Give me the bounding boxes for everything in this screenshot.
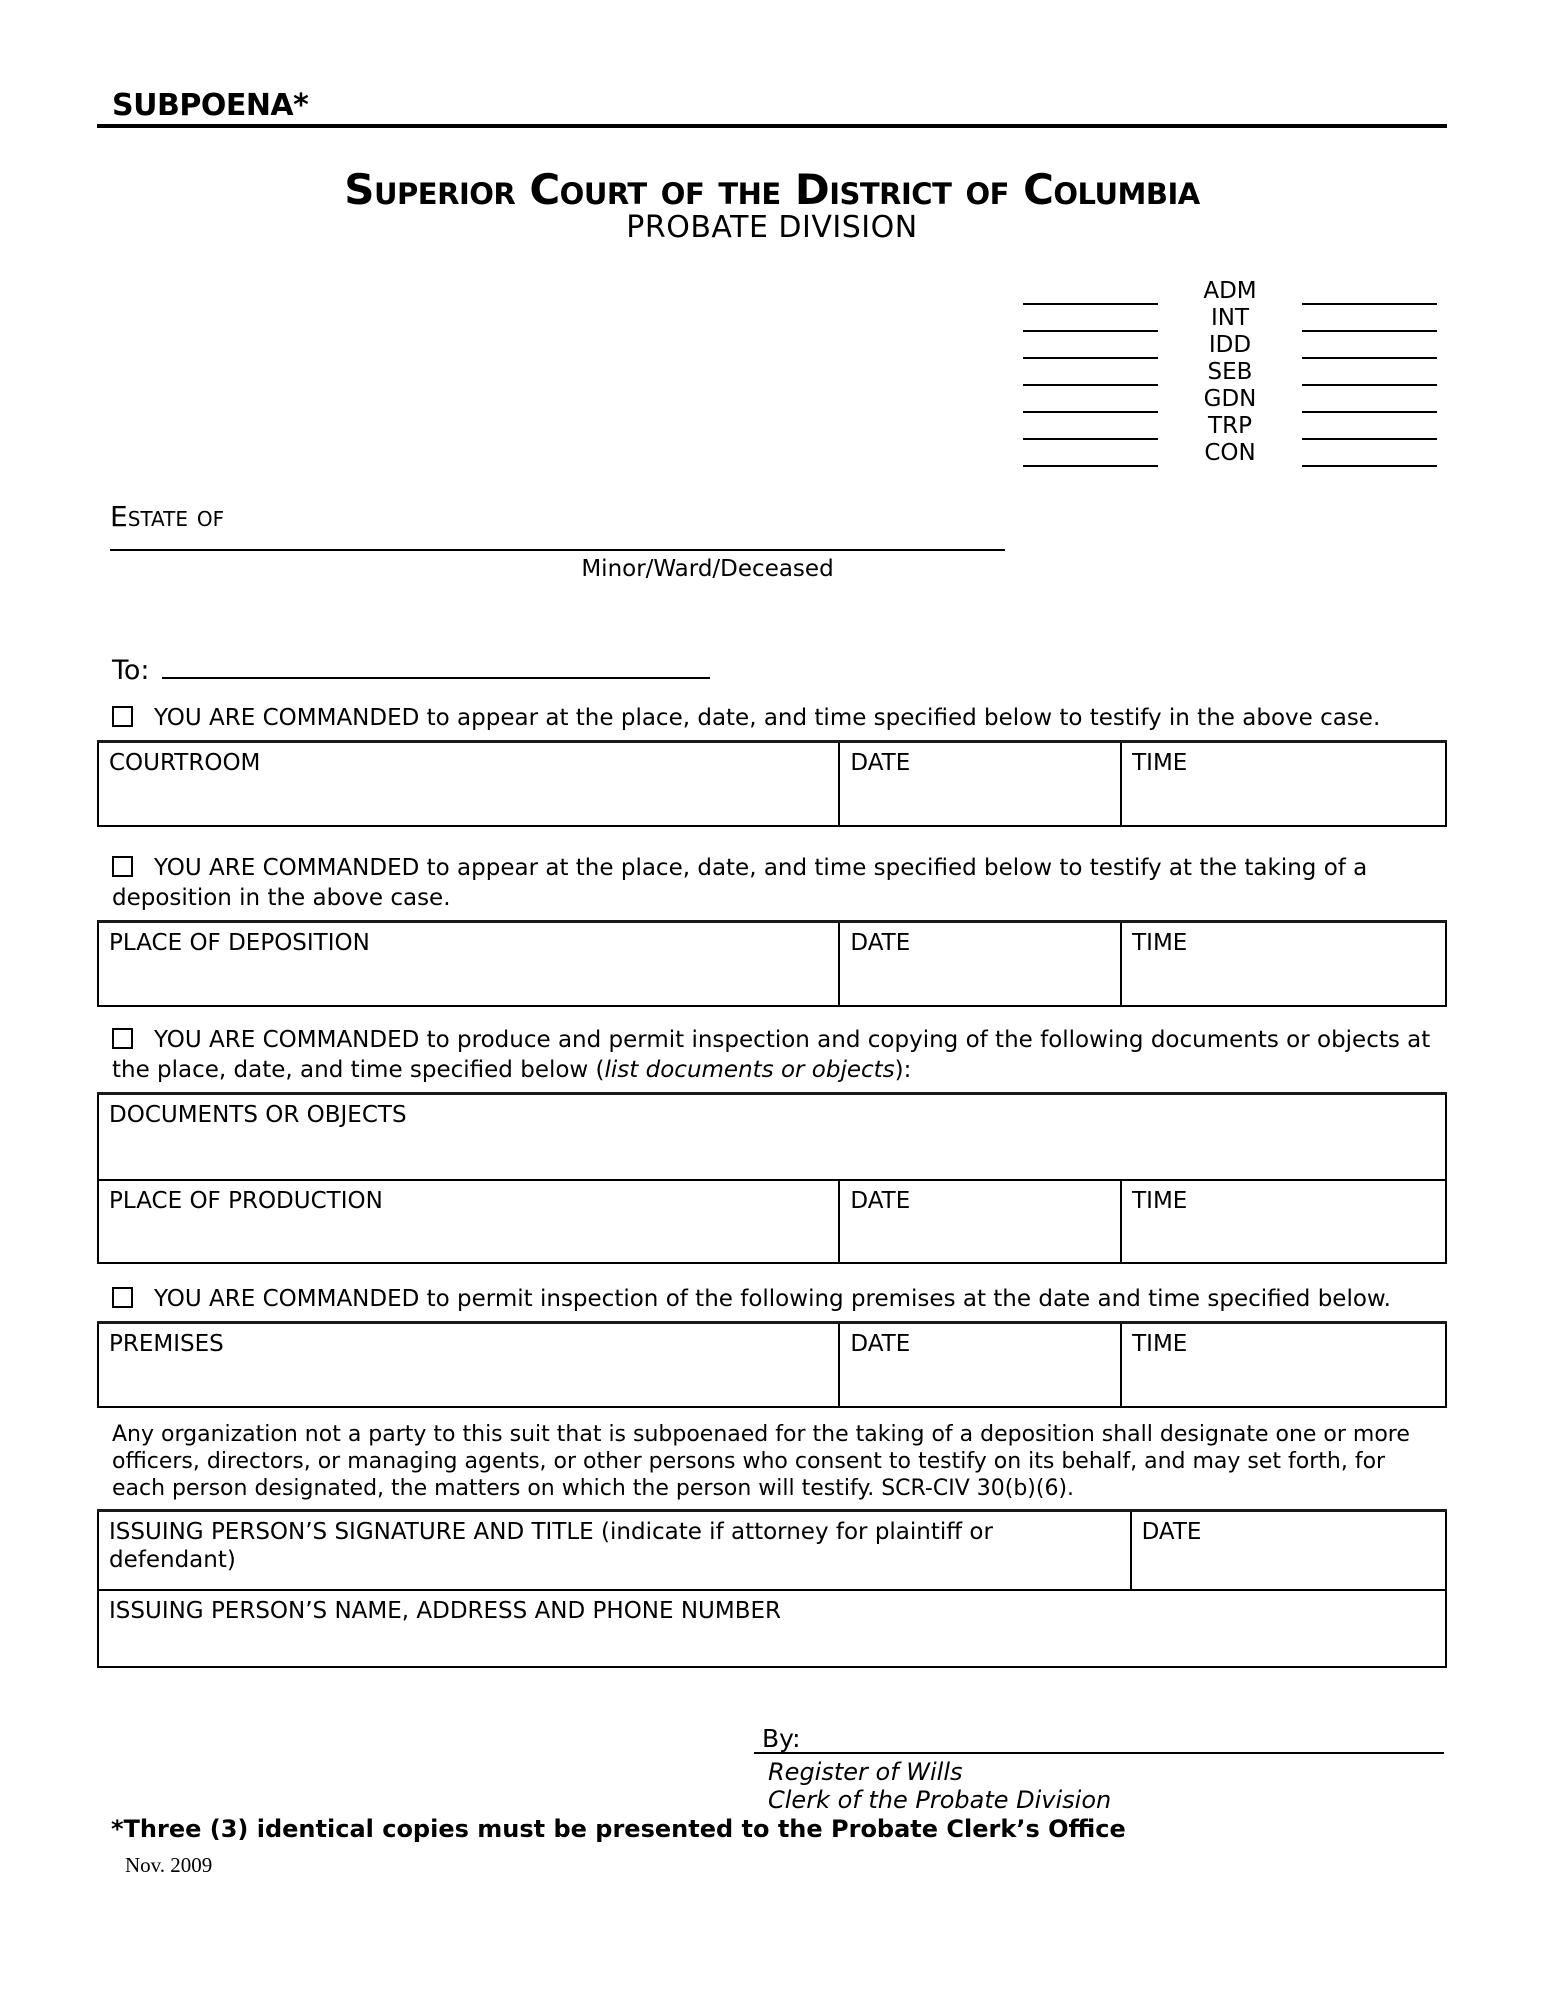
date-header: DATE [850, 750, 911, 776]
case-number-line-right[interactable] [1302, 416, 1437, 440]
court-division: PROBATE DIVISION [626, 210, 918, 245]
issuing-signature-cell[interactable] [98, 1511, 1131, 1590]
register-of-wills-label: Register of Wills [768, 1757, 963, 1786]
case-number-line-left[interactable] [1023, 443, 1158, 467]
documents-production-table [97, 1092, 1447, 1264]
case-type-row [1023, 332, 1437, 359]
place-of-deposition-cell[interactable] [98, 921, 839, 1006]
command-deposition-text: YOU ARE COMMANDED to appear at the place, date, and time specified below to testify at the taking of a deposition in the above case. [112, 854, 1368, 911]
command-deposition [112, 853, 1447, 913]
time-cell[interactable] [1121, 742, 1446, 826]
case-number-line-right[interactable] [1302, 389, 1437, 413]
table-row [98, 742, 1446, 826]
issuing-person-table [97, 1509, 1447, 1668]
premises-table [97, 1321, 1447, 1409]
form-type-label: SUBPOENA* [112, 88, 309, 123]
case-type-label: ADM [1203, 278, 1257, 304]
courtroom-cell[interactable] [98, 742, 839, 826]
estate-of-label: Estate of [110, 500, 225, 533]
command-premises-text: YOU ARE COMMANDED to permit inspection of the following premises at the date and time specified below. [154, 1285, 1391, 1312]
time-cell[interactable] [1121, 1322, 1446, 1407]
case-type-label: SEB [1207, 359, 1253, 385]
case-type-row [1023, 278, 1437, 305]
case-type-label: GDN [1203, 386, 1257, 412]
premises-cell[interactable] [98, 1322, 839, 1407]
to-label: To: [112, 655, 150, 686]
case-number-line-left[interactable] [1023, 281, 1158, 305]
issuing-name-address-header: ISSUING PERSON’S NAME, ADDRESS AND PHONE NUMBER [109, 1597, 782, 1624]
estate-name-line[interactable] [110, 531, 1005, 551]
case-type-label: INT [1210, 305, 1250, 331]
date-header: DATE [850, 1330, 911, 1357]
place-of-deposition-header: PLACE OF DEPOSITION [109, 929, 370, 956]
case-type-label: TRP [1208, 413, 1252, 439]
date-header: DATE [850, 929, 911, 956]
courtroom-header: COURTROOM [109, 750, 261, 776]
produce-documents-checkbox[interactable] [112, 1028, 133, 1049]
command-appear-testify [112, 703, 1447, 733]
clerk-probate-division-label: Clerk of the Probate Division [768, 1785, 1112, 1814]
case-type-row [1023, 413, 1437, 440]
premises-header: PREMISES [109, 1330, 224, 1357]
date-header: DATE [1141, 1519, 1202, 1545]
premises-inspection-checkbox[interactable] [112, 1287, 133, 1308]
case-number-line-left[interactable] [1023, 389, 1158, 413]
issuing-signature-header: ISSUING PERSON’S SIGNATURE AND TITLE [109, 1519, 602, 1545]
table-row [98, 1322, 1446, 1407]
table-row [98, 1094, 1446, 1180]
case-number-line-right[interactable] [1302, 281, 1437, 305]
case-type-block [1023, 278, 1437, 467]
table-row [98, 1590, 1446, 1667]
time-header: TIME [1132, 1187, 1188, 1214]
time-header: TIME [1132, 929, 1188, 956]
command-produce-text: YOU ARE COMMANDED to produce and permit inspection and copying of the following documents or objects at the place, date, and time specified below ( [112, 1027, 1431, 1083]
header-divider [97, 124, 1447, 128]
case-number-line-right[interactable] [1302, 443, 1437, 467]
case-type-row [1023, 440, 1437, 467]
deposition-table [97, 920, 1447, 1008]
by-signature-line[interactable] [754, 1724, 1444, 1754]
appear-testify-checkbox[interactable] [112, 706, 133, 727]
courtroom-table [97, 740, 1447, 827]
deposition-checkbox[interactable] [112, 856, 133, 877]
case-type-row [1023, 386, 1437, 413]
table-row [98, 921, 1446, 1006]
case-type-label: CON [1204, 440, 1256, 466]
date-cell[interactable] [839, 1322, 1121, 1407]
date-cell[interactable] [839, 921, 1121, 1006]
case-type-row [1023, 305, 1437, 332]
date-cell[interactable] [839, 1180, 1121, 1263]
organization-designation-note: Any organization not a party to this suit that is subpoenaed for the taking of a deposition shall designate one or more officers, directors, or managing agents, or other persons who consent to testify on its behalf, and may set forth, for each person designated, the matters on which the person will testify. SCR-CIV 30(b)(6). [112, 1422, 1410, 1501]
date-cell[interactable] [839, 742, 1121, 826]
table-row [98, 1511, 1446, 1590]
case-number-line-left[interactable] [1023, 362, 1158, 386]
issuing-name-address-cell[interactable] [98, 1590, 1446, 1667]
to-row [112, 655, 1447, 687]
command-appear-testify-text: YOU ARE COMMANDED to appear at the place, date, and time specified below to testify in the above case. [154, 705, 1381, 731]
place-of-production-header: PLACE OF PRODUCTION [109, 1187, 383, 1214]
place-of-production-cell[interactable] [98, 1180, 839, 1263]
time-header: TIME [1132, 1330, 1188, 1357]
table-row [98, 1180, 1446, 1263]
to-name-line[interactable] [162, 655, 710, 679]
copies-footnote: *Three (3) identical copies must be presented to the Probate Clerk’s Office [111, 1814, 1126, 1843]
documents-or-objects-cell[interactable] [98, 1094, 1446, 1180]
documents-or-objects-header: DOCUMENTS OR OBJECTS [109, 1102, 407, 1128]
time-header: TIME [1132, 750, 1188, 776]
issuing-signature-note: (indicate if attorney for plaintiff or defendant) [109, 1519, 993, 1573]
case-number-line-right[interactable] [1302, 335, 1437, 359]
case-number-line-right[interactable] [1302, 362, 1437, 386]
case-number-line-left[interactable] [1023, 335, 1158, 359]
command-produce-italic: list documents or objects [604, 1057, 895, 1083]
form-revision-date: Nov. 2009 [125, 1852, 213, 1877]
case-number-line-left[interactable] [1023, 308, 1158, 332]
issuing-date-cell[interactable] [1131, 1511, 1446, 1590]
case-number-line-right[interactable] [1302, 308, 1437, 332]
command-produce-suffix: ): [894, 1057, 912, 1083]
estate-caption: Minor/Ward/Deceased [581, 556, 834, 582]
time-cell[interactable] [1121, 921, 1446, 1006]
by-label: By: [762, 1723, 801, 1753]
court-title: Superior Court of the District of Columbia [344, 165, 1200, 214]
command-produce-documents [112, 1025, 1447, 1085]
time-cell[interactable] [1121, 1180, 1446, 1263]
date-header: DATE [850, 1187, 911, 1214]
case-type-label: IDD [1208, 332, 1252, 358]
command-premises-inspection [112, 1284, 1447, 1314]
case-type-row [1023, 359, 1437, 386]
case-number-line-left[interactable] [1023, 416, 1158, 440]
